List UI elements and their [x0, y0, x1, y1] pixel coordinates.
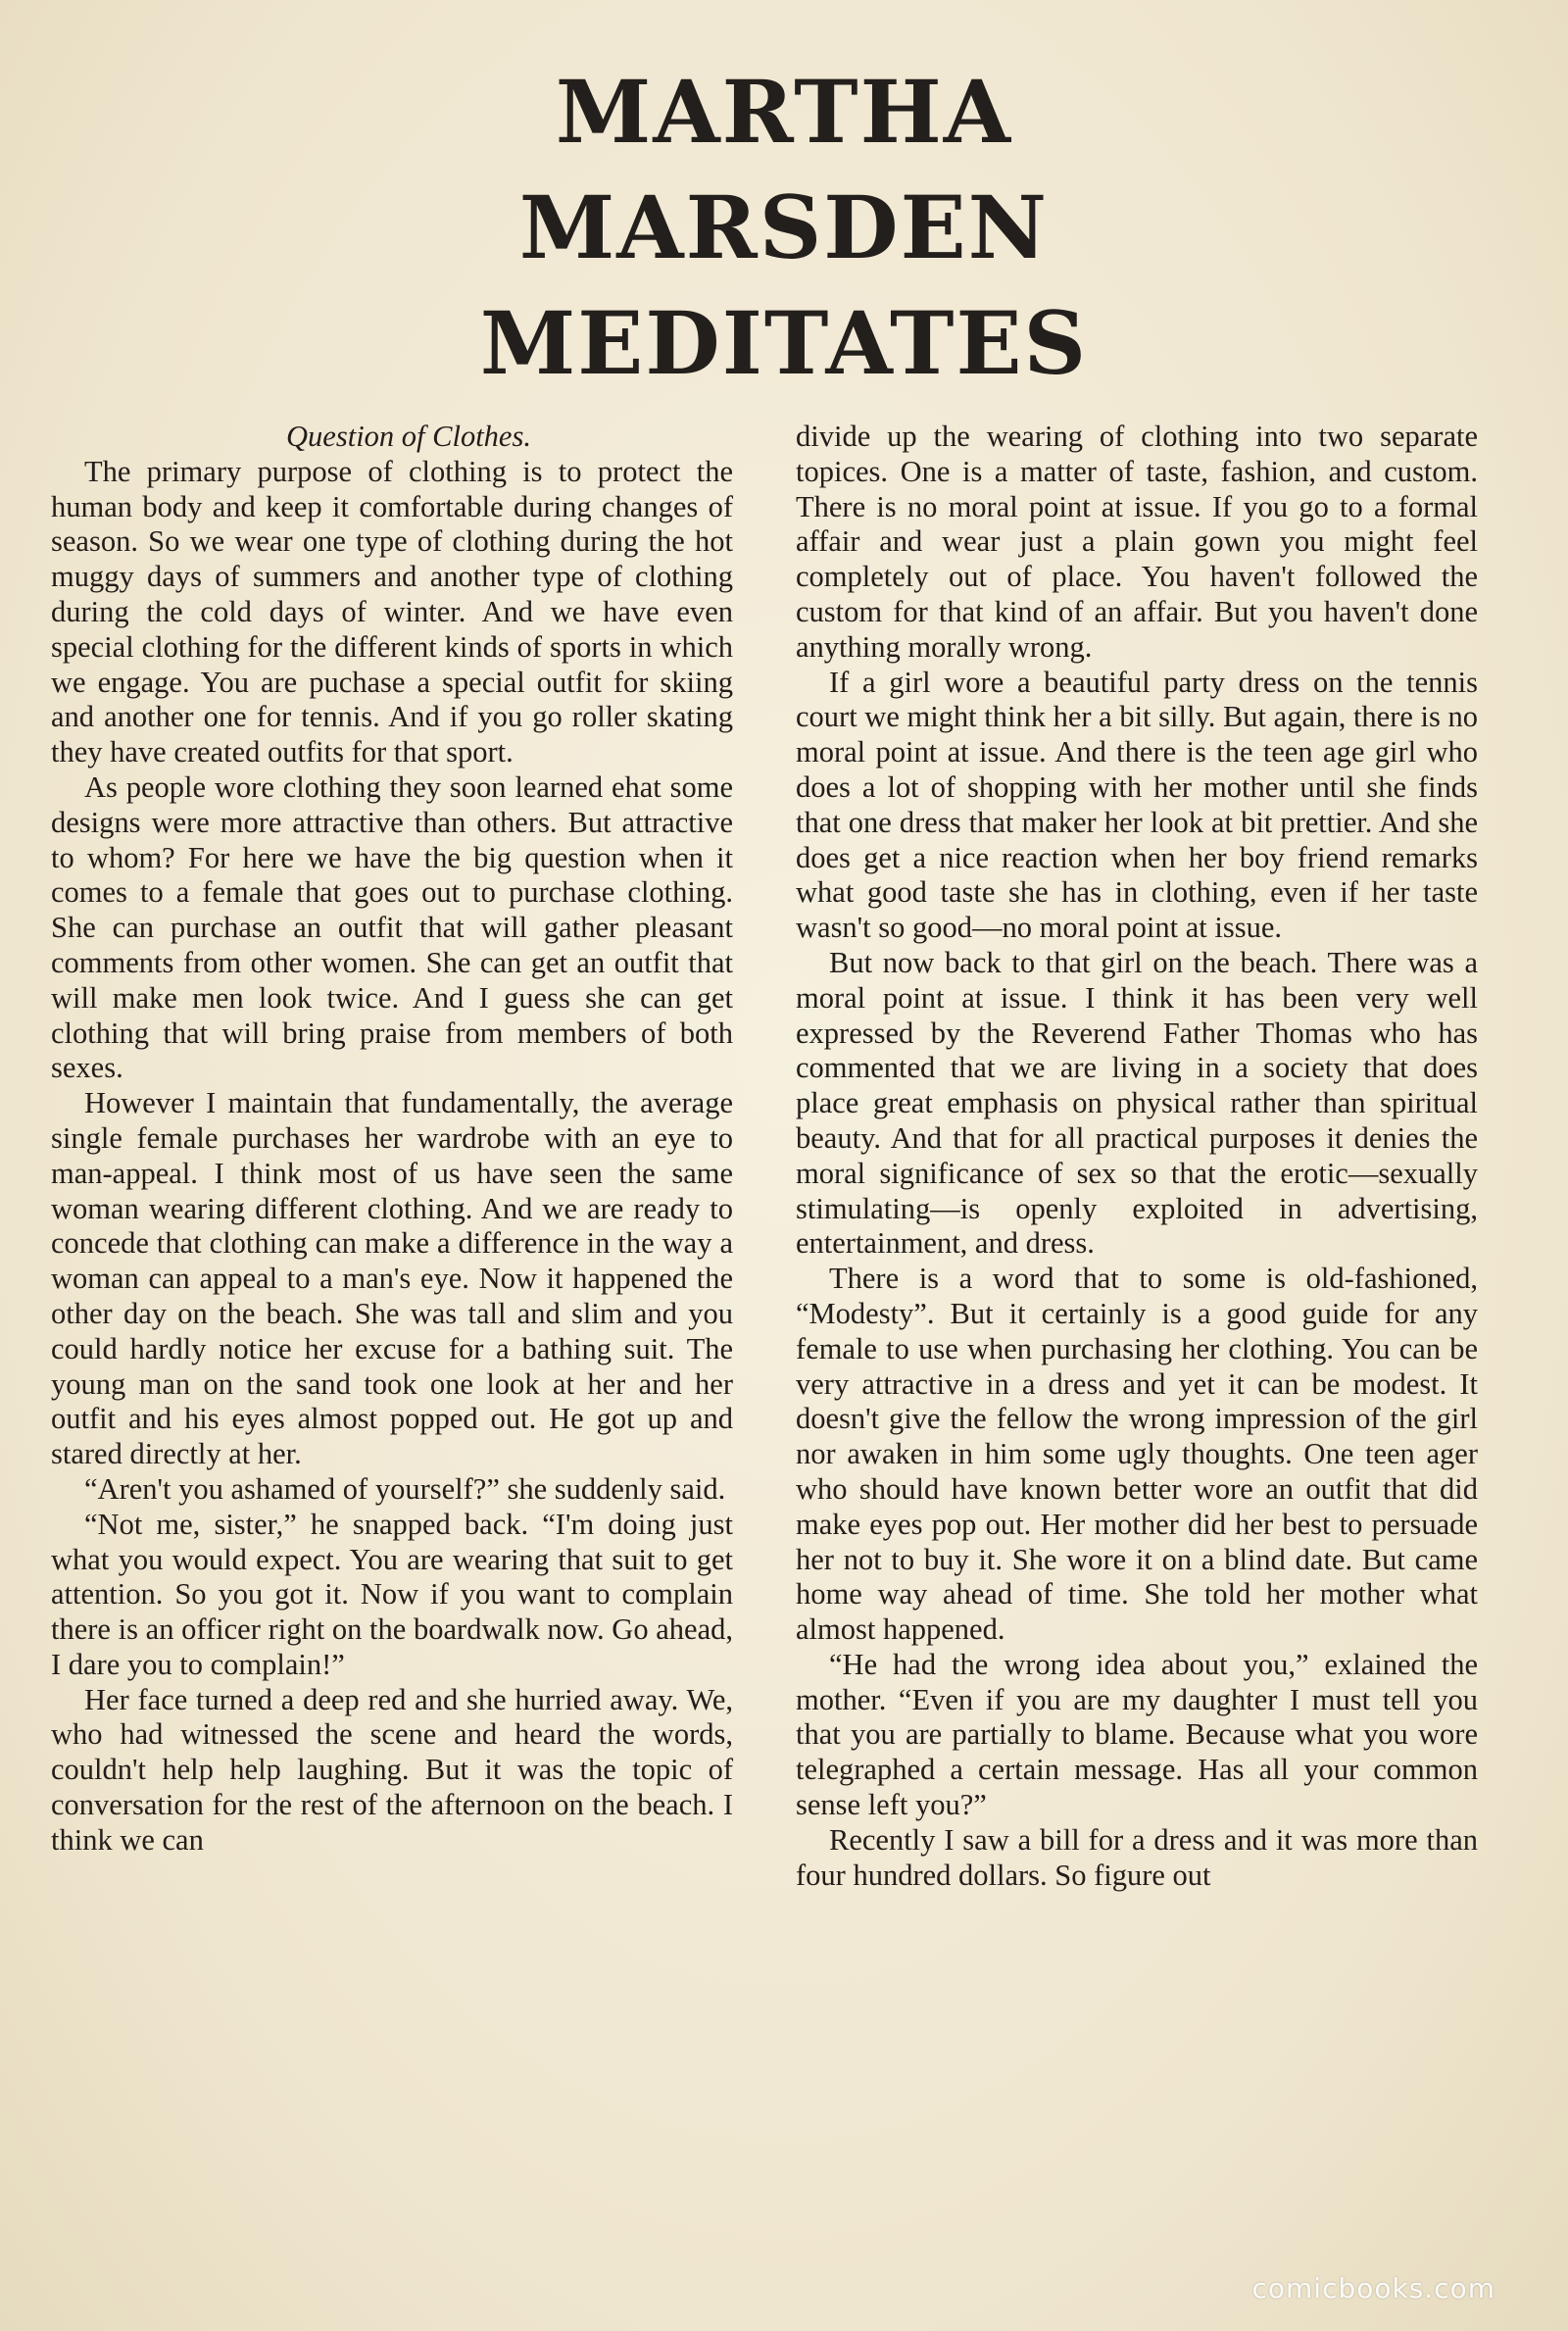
page-title — [294, 54, 1274, 401]
paragraph: However I maintain that fundamentally, the average single female purchases her wardrobe with an eye to man-appeal. I think most of us have seen the same woman wearing different clothing. And we are ready to concede that clothing can make a difference in the way a woman can appeal to a man's eye. Now it happened the other day on the beach. She was tall and slim and you could hardly notice her excuse for a bathing suit. The young man on the sand took one look at her and her outfit and his eyes almost popped out. He got up and stared directly at her. — [51, 1086, 733, 1471]
source-watermark: comicbooks.com — [1251, 2272, 1495, 2305]
paragraph: “He had the wrong idea about you,” exlained the mother. “Even if you are my daughter I must tell you that you are partially to blame. Because what you wore telegraphed a certain message. Has all your common sense left you?” — [796, 1647, 1478, 1822]
paragraph-continued: divide up the wearing of clothing into two separate topices. One is a matter of taste, fashion, and custom. There is no moral point at issue. If you go to a formal affair and wear just a plain gown you might feel completely out of place. You haven't followed the custom for that kind of an affair. But you haven't done anything morally wrong. — [796, 420, 1478, 664]
paragraph: If a girl wore a beautiful party dress on the tennis court we might think her a bit silly. But again, there is no moral point at issue. And there is the teen age girl who does a lot of shopping with her mother until she finds that one dress that maker her look at bit prettier. And she does get a nice reaction when her boy friend remarks what good taste she has in clothing, even if her taste wasn't so good—no moral point at issue. — [796, 665, 1479, 945]
paragraph: But now back to that girl on the beach. There was a moral point at issue. I think it has been very well expressed by the Reverend Father Thomas who has commented that we are living in a society that does place great emphasis on physical rather than spiritual beauty. And that for all practical purposes it denies the moral significance of sex so that the erotic—sexually stimulating—is openly exploited in advertising, entertainment, and dress. — [796, 945, 1478, 1261]
paragraph: The primary purpose of clothing is to protect the human body and keep it comfortable during changes of season. So we wear one type of clothing during the hot muggy days of summers and another type of clothing during the cold days of winter. And we have even special clothing for the different kinds of sports in which we engage. You are puchase a special outfit for skiing and another one for tennis. And if you go roller skating they have created outfits for that sport. — [51, 454, 733, 769]
right-column — [796, 420, 1478, 1893]
paragraph: “Not me, sister,” he snapped back. “I'm doing just what you would expect. You are wearing that suit to get attention. So you got it. Now if you want to complain there is an officer right on the boardwalk now. Go ahead, I dare you to complain!” — [51, 1507, 733, 1681]
title-line-1: MARTHA — [555, 61, 1013, 163]
paragraph: Her face turned a deep red and she hurried away. We, who had witnessed the scene and heard the words, couldn't help help laughing. But it was the topic of conversation for the rest of the afternoon on the beach. I think we can — [51, 1682, 733, 1857]
article-subhead: Question of Clothes. — [286, 420, 531, 453]
paragraph: Recently I saw a bill for a dress and it was more than four hundred dollars. So figure out — [796, 1822, 1478, 1892]
title-line-3: MEDITATES — [479, 292, 1089, 394]
paragraph: As people wore clothing they soon learned ehat some designs were more attractive than others. But attractive to whom? For here we have the big question when it comes to a female that goes out to purchase clothing. She can purchase an outfit that will gather pleasant comments from other women. She can get an outfit that will make men look twice. And I guess she can get clothing that will bring praise from members of both sexes. — [51, 769, 733, 1085]
paragraph: There is a word that to some is old-fashioned, “Modesty”. But it certainly is a good guide for any female to use when purchasing her clothing. You can be very attractive in a dress and yet it can be modest. It doesn't give the fellow the wrong impression of the girl nor awaken in him some ugly thoughts. One teen ager who should have known better wore an outfit that did make eyes pop out. Her mother did her best to persuade her not to buy it. She wore it on a blind date. But came home way ahead of time. She told her mother what almost happened. — [796, 1262, 1478, 1647]
left-column — [51, 420, 733, 1859]
paragraph: “Aren't you ashamed of yourself?” she suddenly said. — [84, 1471, 726, 1506]
title-line-2: MARSDEN — [518, 176, 1050, 278]
